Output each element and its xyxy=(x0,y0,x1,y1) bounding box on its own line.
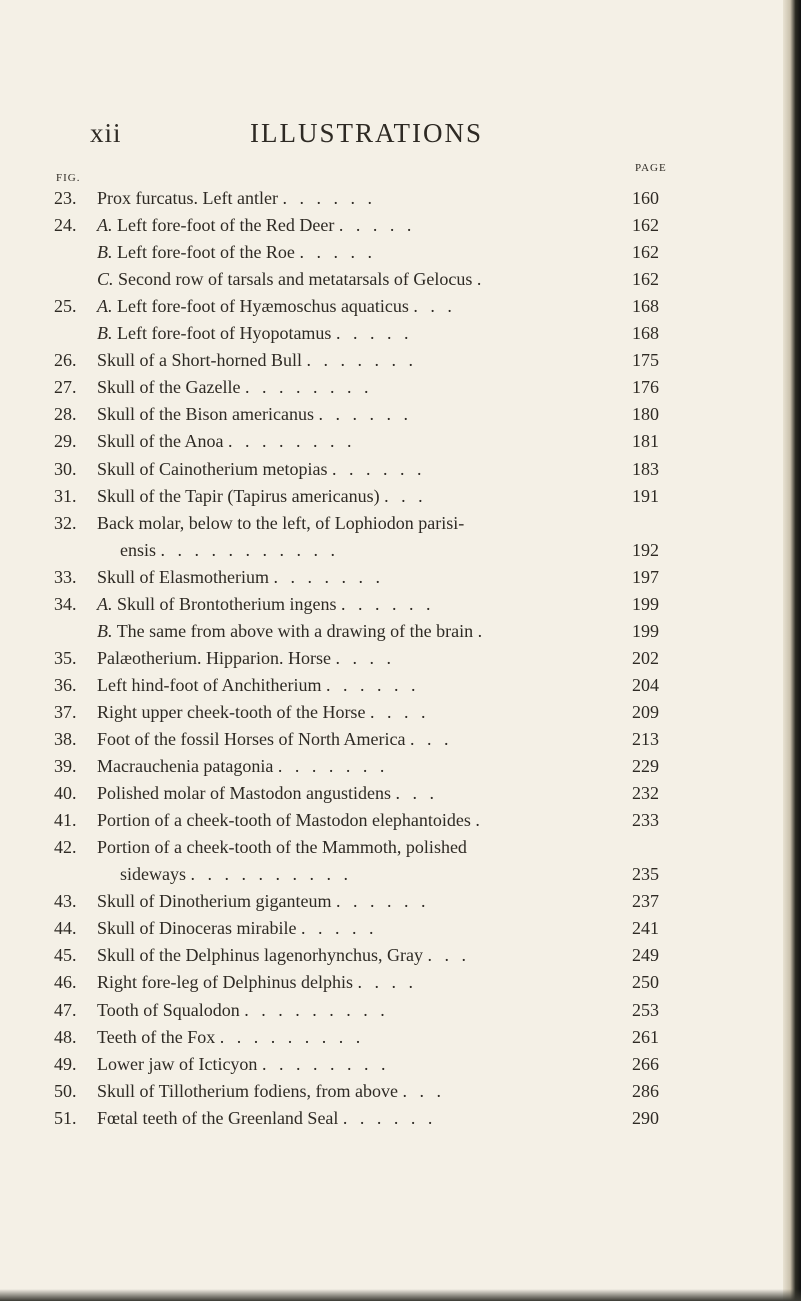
dot-leader: . . . xyxy=(427,945,470,966)
page-reference: 162 xyxy=(632,242,659,263)
entry-text xyxy=(97,428,356,454)
dot-leader: . . . . . xyxy=(299,242,376,263)
list-item xyxy=(0,1105,801,1131)
entry-text xyxy=(97,293,456,319)
page-reference: 183 xyxy=(632,458,659,479)
page-reference: 290 xyxy=(632,1107,659,1128)
dot-leader: . . . xyxy=(409,729,453,749)
dot-leader: . . . . . . xyxy=(318,404,412,425)
list-item xyxy=(0,1024,801,1050)
entry-title: Left fore-foot of Hyæmoschus aquaticus xyxy=(117,296,409,317)
entry-title: ensis xyxy=(120,539,156,560)
page-reference: 202 xyxy=(632,647,659,668)
entry-text xyxy=(120,537,339,563)
figure-number: 43. xyxy=(54,891,77,912)
list-item xyxy=(0,212,801,238)
page-reference: 235 xyxy=(632,864,659,885)
list-item xyxy=(0,834,801,860)
list-item xyxy=(0,888,801,914)
list-item xyxy=(0,645,801,671)
page-bottom-shadow xyxy=(0,1289,801,1301)
list-item xyxy=(0,428,801,454)
page-edge-shadow xyxy=(783,0,801,1301)
figure-number: 46. xyxy=(54,972,77,993)
entry-text xyxy=(97,645,395,671)
list-item xyxy=(0,672,801,698)
figure-number: 41. xyxy=(54,810,77,831)
list-item xyxy=(0,239,801,265)
entry-text xyxy=(97,401,412,427)
list-item xyxy=(0,1051,801,1077)
dot-leader: . . . . xyxy=(369,701,430,722)
list-item xyxy=(0,1078,801,1104)
figure-number: 38. xyxy=(54,729,77,749)
figure-number: 31. xyxy=(54,485,77,506)
entry-title: sideways xyxy=(120,864,186,885)
list-item xyxy=(0,753,801,779)
dot-leader: . xyxy=(477,620,487,641)
entry-text xyxy=(97,564,384,590)
entry-title: Skull of Elasmotherium xyxy=(97,566,269,587)
entry-text xyxy=(97,969,417,995)
page-reference: 249 xyxy=(632,945,659,966)
page-reference: 286 xyxy=(632,1080,659,1101)
figure-number: 23. xyxy=(54,188,77,208)
entry-text xyxy=(97,266,485,292)
page-reference: 241 xyxy=(632,918,659,939)
figure-number: 33. xyxy=(54,566,77,587)
list-item xyxy=(0,861,801,887)
dot-leader: . . . . . . . . . xyxy=(219,1026,365,1047)
page-number: xii xyxy=(90,118,122,148)
entry-title: Skull of the Anoa xyxy=(97,431,224,452)
entry-title: Tooth of Squalodon xyxy=(97,999,240,1020)
figure-number: 39. xyxy=(54,756,77,777)
entry-text xyxy=(97,374,372,400)
entry-text xyxy=(97,591,435,617)
dot-leader: . . . . . . . xyxy=(306,350,417,371)
entry-title: Portion of a cheek-tooth of Mastodon elephantoides xyxy=(97,810,471,831)
entry-text xyxy=(97,834,467,860)
dot-leader: . . . . xyxy=(357,972,417,993)
entry-prefix: B. xyxy=(97,242,113,263)
running-title: ILLUSTRATIONS xyxy=(250,118,483,148)
figure-number: 25. xyxy=(54,296,77,317)
entry-title: Skull of the Gazelle xyxy=(97,377,241,398)
entry-title: Skull of Tillotherium fodiens, from above xyxy=(97,1080,398,1101)
figure-number: 44. xyxy=(54,918,77,939)
fig-column-label: FIG. xyxy=(56,172,81,184)
entry-text xyxy=(97,726,452,752)
entry-title: Skull of the Delphinus lagenorhynchus, Gray xyxy=(97,945,423,966)
page-reference: 266 xyxy=(632,1053,659,1074)
entry-text xyxy=(97,456,425,482)
dot-leader: . . . . . . xyxy=(282,188,376,208)
list-item xyxy=(0,293,801,319)
figure-number: 37. xyxy=(54,701,77,722)
dot-leader: . . . . . xyxy=(338,215,416,236)
entry-title: Lower jaw of Icticyon xyxy=(97,1053,258,1074)
entry-title: Skull of Dinotherium giganteum xyxy=(97,891,332,912)
page-reference: 168 xyxy=(632,323,659,344)
entry-title: Teeth of the Fox xyxy=(97,1026,216,1047)
list-item xyxy=(0,537,801,563)
entry-title: Palæotherium. Hipparion. Horse xyxy=(97,647,331,668)
dot-leader: . . . xyxy=(402,1080,445,1101)
figure-number: 24. xyxy=(54,215,77,236)
entry-text xyxy=(120,861,352,887)
dot-leader: . xyxy=(475,810,484,831)
figure-number: 48. xyxy=(54,1026,77,1047)
entry-title: Right fore-leg of Delphinus delphis xyxy=(97,972,353,993)
entry-text xyxy=(97,780,438,806)
entry-text xyxy=(97,1051,389,1077)
entry-text xyxy=(97,212,415,238)
entry-title: The same from above with a drawing of the brain xyxy=(116,620,474,641)
dot-leader: . . . . . . xyxy=(325,674,420,695)
page-reference: 213 xyxy=(632,729,659,749)
list-item xyxy=(0,510,801,536)
list-item xyxy=(0,618,801,644)
entry-prefix: A. xyxy=(97,215,113,236)
figure-number: 42. xyxy=(54,837,77,858)
entry-title: Prox furcatus. Left antler xyxy=(97,188,278,208)
dot-leader: . . . . . . xyxy=(341,593,435,614)
page-reference: 204 xyxy=(632,674,659,695)
dot-leader: . . . . . . . xyxy=(277,756,389,777)
dot-leader: . . . . . . . xyxy=(273,566,384,587)
dot-leader: . . . . . . . . . xyxy=(244,999,389,1020)
entry-prefix: A. xyxy=(97,296,113,317)
list-item xyxy=(0,726,801,752)
page-reference: 229 xyxy=(632,756,659,777)
dot-leader: . . . . . . . . xyxy=(228,431,356,452)
entry-title: Left fore-foot of the Roe xyxy=(117,242,295,263)
dot-leader: . . . . . . . . . . . xyxy=(160,539,339,560)
entry-text xyxy=(97,239,376,265)
figure-number: 32. xyxy=(54,512,77,533)
figure-number: 27. xyxy=(54,377,77,398)
entry-title: Back molar, below to the left, of Lophiodon parisi- xyxy=(97,512,465,533)
dot-leader: . . . xyxy=(395,783,438,804)
page-reference: 261 xyxy=(632,1026,659,1047)
page-reference: 176 xyxy=(632,377,659,398)
entry-text xyxy=(97,320,412,346)
entry-text xyxy=(97,1105,436,1131)
entry-title: Foot of the fossil Horses of North America xyxy=(97,729,406,749)
dot-leader: . . . . . . xyxy=(342,1107,437,1128)
list-item xyxy=(0,401,801,427)
dot-leader: . . . . . . . . . . xyxy=(190,864,352,885)
list-item xyxy=(0,942,801,968)
entry-text xyxy=(97,510,464,536)
entry-title: Macrauchenia patagonia xyxy=(97,756,274,777)
entry-text xyxy=(97,753,388,779)
page-reference: 168 xyxy=(632,296,659,317)
dot-leader: . . . xyxy=(413,296,456,317)
entry-title: Portion of a cheek-tooth of the Mammoth, polished xyxy=(97,837,467,858)
figure-number: 35. xyxy=(54,647,77,668)
page-reference: 181 xyxy=(632,431,659,452)
figure-number: 28. xyxy=(54,404,77,425)
page-reference: 197 xyxy=(632,566,659,587)
entry-prefix: A. xyxy=(97,593,113,614)
figure-number: 49. xyxy=(54,1053,77,1074)
page-reference: 199 xyxy=(632,593,659,614)
dot-leader: . . . . . . . . xyxy=(261,1053,390,1074)
page-reference: 232 xyxy=(632,783,659,804)
list-item xyxy=(0,699,801,725)
dot-leader: . . . . . xyxy=(300,918,378,939)
page-reference: 191 xyxy=(632,485,659,506)
entry-title: Skull of Dinoceras mirabile xyxy=(97,918,297,939)
dot-leader: . . . . xyxy=(335,647,395,668)
page-reference: 160 xyxy=(632,188,659,208)
list-item xyxy=(0,915,801,941)
entry-text xyxy=(97,1078,445,1104)
entry-text xyxy=(97,915,377,941)
entry-text xyxy=(97,347,417,373)
figure-number: 47. xyxy=(54,999,77,1020)
list-item xyxy=(0,564,801,590)
figure-number: 40. xyxy=(54,783,77,804)
figure-number: 34. xyxy=(54,593,77,614)
page-reference: 180 xyxy=(632,404,659,425)
entry-text xyxy=(97,483,427,509)
figure-number: 50. xyxy=(54,1080,77,1101)
entry-text xyxy=(97,807,484,833)
entry-text xyxy=(97,1024,364,1050)
entry-text xyxy=(97,618,486,644)
dot-leader: . xyxy=(476,269,486,290)
entry-text xyxy=(97,997,389,1023)
list-item xyxy=(0,320,801,346)
entry-title: Skull of Brontotherium ingens xyxy=(117,593,337,614)
entry-text xyxy=(97,888,429,914)
entry-title: Skull of Cainotherium metopias xyxy=(97,458,328,479)
figure-number: 51. xyxy=(54,1107,77,1128)
list-item xyxy=(0,266,801,292)
dot-leader: . . . . . xyxy=(335,323,413,344)
entry-prefix: B. xyxy=(97,620,113,641)
page-reference: 250 xyxy=(632,972,659,993)
dot-leader: . . . . . . . . xyxy=(244,377,373,398)
page-reference: 209 xyxy=(632,701,659,722)
dot-leader: . . . . . . xyxy=(335,891,430,912)
figure-number: 30. xyxy=(54,458,77,479)
entry-title: Left fore-foot of the Red Deer xyxy=(117,215,335,236)
list-item xyxy=(0,347,801,373)
page-reference: 237 xyxy=(632,891,659,912)
dot-leader: . . . xyxy=(384,485,427,506)
entry-title: Polished molar of Mastodon angustidens xyxy=(97,783,391,804)
entry-title: Skull of the Bison americanus xyxy=(97,404,314,425)
list-item xyxy=(0,591,801,617)
list-item xyxy=(0,969,801,995)
entry-title: Second row of tarsals and metatarsals of Gelocus xyxy=(118,269,473,290)
entry-prefix: C. xyxy=(97,269,114,290)
entry-title: Skull of a Short-horned Bull xyxy=(97,350,302,371)
list-item xyxy=(0,456,801,482)
entry-prefix: B. xyxy=(97,323,113,344)
figure-number: 29. xyxy=(54,431,77,452)
list-item xyxy=(0,997,801,1023)
figure-number: 45. xyxy=(54,945,77,966)
entry-text xyxy=(97,942,470,968)
page-reference: 199 xyxy=(632,620,659,641)
figure-number: 26. xyxy=(54,350,77,371)
list-item xyxy=(0,483,801,509)
entry-text xyxy=(97,672,419,698)
dot-leader: . . . . . . xyxy=(331,458,426,479)
page-reference: 192 xyxy=(632,539,659,560)
entry-text xyxy=(97,699,429,725)
page-reference: 233 xyxy=(632,810,659,831)
figure-number: 36. xyxy=(54,674,77,695)
entry-title: Left fore-foot of Hyopotamus xyxy=(117,323,332,344)
list-item xyxy=(0,374,801,400)
page-reference: 162 xyxy=(632,215,659,236)
entry-title: Left hind-foot of Anchitherium xyxy=(97,674,322,695)
entry-text xyxy=(97,185,376,211)
entry-title: Skull of the Tapir (Tapirus americanus) xyxy=(97,485,380,506)
page-reference: 162 xyxy=(632,269,659,290)
entry-title: Right upper cheek-tooth of the Horse xyxy=(97,701,366,722)
page-reference: 175 xyxy=(632,350,659,371)
list-item xyxy=(0,807,801,833)
entry-title: Fœtal teeth of the Greenland Seal xyxy=(97,1107,339,1128)
list-item xyxy=(0,185,801,211)
list-item xyxy=(0,780,801,806)
page-column-label: PAGE xyxy=(635,162,667,174)
page-reference: 253 xyxy=(632,999,659,1020)
